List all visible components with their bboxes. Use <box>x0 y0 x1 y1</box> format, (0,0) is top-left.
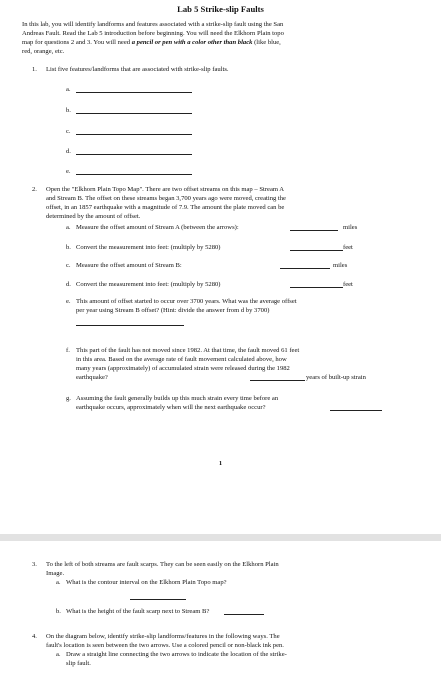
q2d-text: Convert the measurement into feet: (multiply by 5280) <box>76 281 221 288</box>
q4-line-1: On the diagram below, identify strike-slip landforms/features in the following ways. The <box>46 633 280 640</box>
q2d-answer-line[interactable] <box>290 287 343 288</box>
q2c-text: Measure the offset amount of Stream B: <box>76 262 182 269</box>
q2g-line-2: earthquake occurs, approximately when will the next earthquake occur? <box>76 404 266 411</box>
q1-letter-a: a. <box>66 86 71 93</box>
page-title: Lab 5 Strike-slip Faults <box>177 4 264 14</box>
intro-line-3-tail: (like blue, <box>252 39 281 46</box>
q3b-answer-line[interactable] <box>224 614 264 615</box>
q1-answer-line-b[interactable] <box>76 113 192 114</box>
q2e-line-2: per year using Stream B offset? (Hint: divide the answer from d by 3700) <box>76 307 270 314</box>
q2c-answer-line[interactable] <box>280 268 330 269</box>
q1-letter-e: e. <box>66 168 71 175</box>
q3-number: 3. <box>32 561 37 568</box>
q3a-letter: a. <box>56 579 61 586</box>
q2f-line-4: earthquake? <box>76 374 108 381</box>
q2a-text: Measure the offset amount of Stream A (between the arrows): <box>76 224 239 231</box>
intro-line-1: In this lab, you will identify landforms and features associated with a strike-slip fault using the San <box>22 21 284 28</box>
q2c-unit: miles <box>333 262 348 269</box>
q2c-letter: c. <box>66 262 71 269</box>
q2f-letter: f. <box>66 347 70 354</box>
q1-answer-line-d[interactable] <box>76 154 192 155</box>
intro-line-3 <box>22 39 281 47</box>
q2-text-line-4: determined by the amount of offset. <box>46 213 141 220</box>
q1-answer-line-c[interactable] <box>76 134 192 135</box>
q2b-letter: b. <box>66 244 71 251</box>
intro-line-4: red, orange, etc. <box>22 48 65 55</box>
q2b-text: Convert the measurement into feet: (multiply by 5280) <box>76 244 221 251</box>
q2b-answer-line[interactable] <box>290 250 343 251</box>
q3-line-1: To the left of both streams are fault scarps. They can be seen easily on the Elkhorn Plain <box>46 561 279 568</box>
q4a-line-1: Draw a straight line connecting the two arrows to indicate the location of the strike- <box>66 651 287 658</box>
q2d-unit: feet <box>343 281 353 288</box>
page-number: 1 <box>218 460 223 467</box>
q2f-answer-line[interactable] <box>250 380 305 381</box>
q4a-line-2: slip fault. <box>66 660 91 667</box>
intro-line-3-text: map for questions 2 and 3. You will need <box>22 39 132 46</box>
q3b-text: What is the height of the fault scarp next to Stream B? <box>66 608 210 615</box>
q2d-letter: d. <box>66 281 71 288</box>
q2f-line-2: in this area. Based on the average rate of fault movement calculated above, how <box>76 356 287 363</box>
intro-line-2: Andreas Fault. Read the Lab 5 introduction before beginning. You will need the Elkhorn Plain topo <box>22 30 284 37</box>
q2a-unit: miles <box>343 224 358 231</box>
q2-number: 2. <box>32 186 37 193</box>
q1-letter-b: b. <box>66 107 71 114</box>
q2e-line-1: This amount of offset started to occur over 3700 years. What was the average offset <box>76 298 297 305</box>
q2-text-line-1: Open the "Elkhorn Plain Topo Map". There are two offset streams on this map – Stream A <box>46 186 285 193</box>
q4-line-2: fault's location is seen between the two arrows. Use a colored pencil or non-black ink pen. <box>46 642 284 649</box>
q3a-answer-line[interactable] <box>130 599 186 600</box>
q2-text-line-3: offset, in an 1857 earthquake with a magnitude of 7.9. The amount the plate moved can be <box>46 204 285 211</box>
q4a-letter: a. <box>56 651 61 658</box>
q1-letter-d: d. <box>66 148 71 155</box>
q4-number: 4. <box>32 633 37 640</box>
q2a-answer-line[interactable] <box>290 230 338 231</box>
page-gap <box>0 534 441 541</box>
q1-answer-line-a[interactable] <box>76 92 192 93</box>
q1-number: 1. <box>32 66 37 73</box>
q2e-answer-line[interactable] <box>76 325 184 326</box>
q2b-unit: feet <box>343 244 353 251</box>
q2-text-line-2: and Stream B. The offset on these streams began 3,700 years ago were moved, creating the <box>46 195 286 202</box>
q1-letter-c: c. <box>66 128 71 135</box>
intro-emphasis: a pencil or pen with a color other than black <box>131 39 253 46</box>
q2f-unit: years of built-up strain <box>306 374 366 381</box>
q1-text: List five features/landforms that are associated with strike-slip faults. <box>46 66 229 73</box>
q3a-text: What is the contour interval on the Elkhorn Plain Topo map? <box>66 579 227 586</box>
q3-line-2: Image. <box>46 570 65 577</box>
q2g-answer-line[interactable] <box>330 410 382 411</box>
q2e-letter: e. <box>66 298 71 305</box>
worksheet-page-2 <box>0 541 441 700</box>
q2g-letter: g. <box>66 395 71 402</box>
q2f-line-3: many years (approximately) of accumulated strain were released during the 1982 <box>76 365 290 372</box>
q1-answer-line-e[interactable] <box>76 174 192 175</box>
q2f-line-1: This part of the fault has not moved since 1982. At that time, the fault moved 61 feet <box>76 347 300 354</box>
q2g-line-1: Assuming the fault generally builds up this much strain every time before an <box>76 395 279 402</box>
q3b-letter: b. <box>56 608 61 615</box>
q2a-letter: a. <box>66 224 71 231</box>
